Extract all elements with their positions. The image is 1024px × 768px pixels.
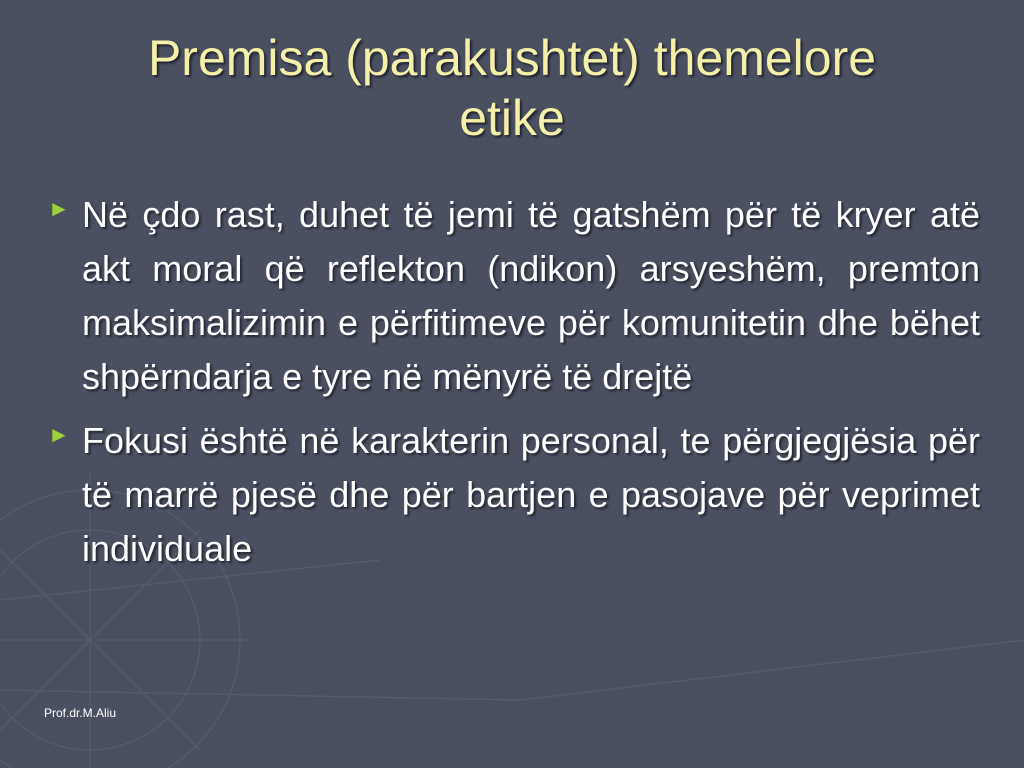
slide-title-line-2: etike <box>459 90 565 146</box>
triangle-bullet-icon: ► <box>48 422 70 447</box>
bullet-list <box>48 188 980 586</box>
slide-title-line-1: Premisa (parakushtet) themelore <box>147 30 877 86</box>
slide-title <box>60 28 964 148</box>
bullet-text: Në çdo rast, duhet të jemi të gatshëm për të kryer atë akt moral që reflekton (ndikon) arsyeshëm, premton maksimalizimin e përfitimeve për komunitetin dhe bëhet shpërndarja e tyre në mënyrë të drejtë <box>82 194 980 397</box>
footer-author: Prof.dr.M.Aliu <box>44 706 117 720</box>
bullet-text: Fokusi është në karakterin personal, te përgjegjësia për të marrë pjesë dhe për bartjen e pasojave për veprimet individuale <box>82 420 980 569</box>
triangle-bullet-icon: ► <box>48 196 70 221</box>
bullet-item <box>48 414 980 576</box>
bullet-item <box>48 188 980 404</box>
